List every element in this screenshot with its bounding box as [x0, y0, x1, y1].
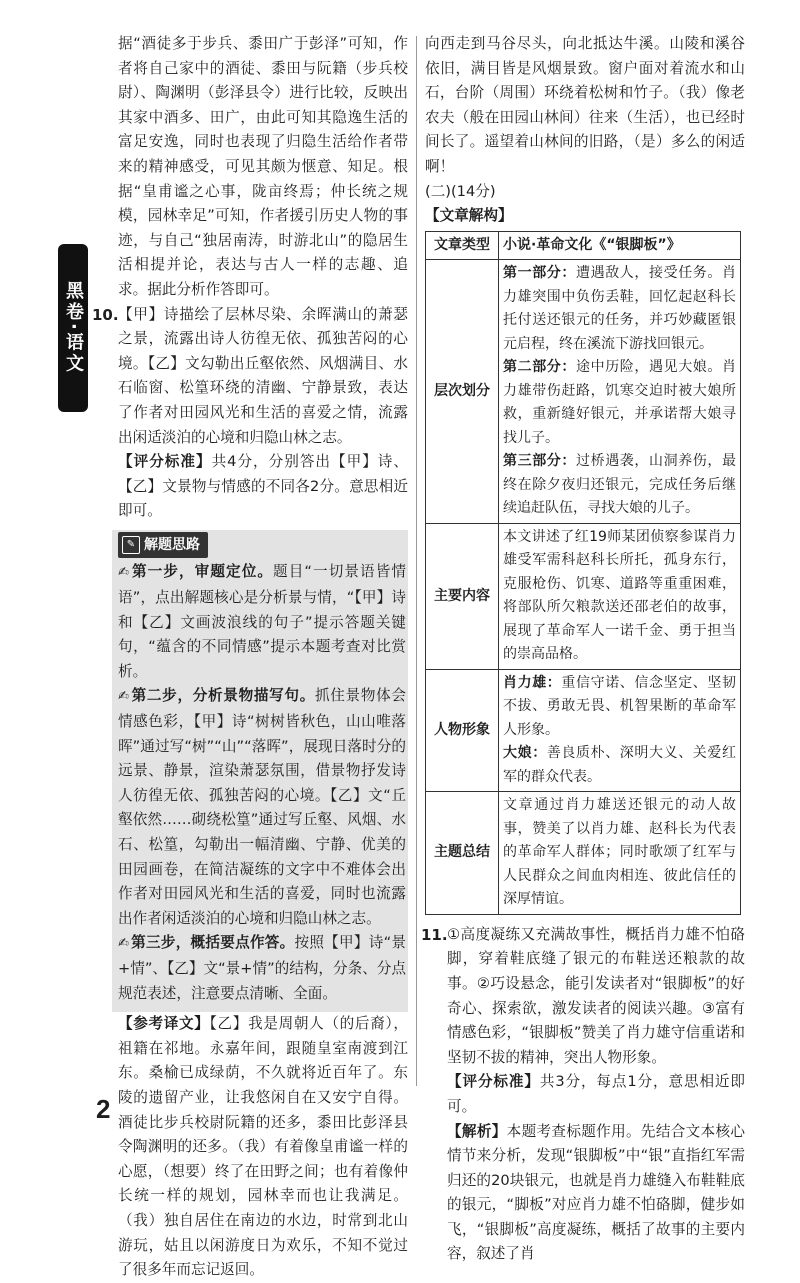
step-2	[118, 684, 406, 931]
reference-translation-text: 【乙】我是周朝人（的后裔），祖籍在祁地。永嘉年间，跟随皇室南渡到江东。桑榆已成绿荫，不久就将近百年了。东陵的遗留产业，让我悠闲自在又安宁自得。酒徒比步兵校尉阮籍的还多，黍田比彭泽县令陶渊明的还多。（我）有着像皇甫谧一样的心愿，（想要）终了在田野之间；也有着像仲长统一样的规划，园林幸而也让我满足。（我）独自居住在南边的水边，时常到北山游玩，姑且以闲游度日为欢乐，不知不觉过了很多年而忘记返回。	[118, 1015, 408, 1279]
part-2: 第二部分：途中历险，遇见大娘。肖力雄带伤赶路，饥寒交迫时被大娘所救，重新缝好银元，并承诺帮大娘寻找儿子。	[503, 359, 736, 446]
right-column	[421, 32, 745, 1267]
q10-number: 10.	[92, 305, 119, 324]
step-2-text: 抓住景物体会情感色彩，【甲】诗“树树皆秋色，山山唯落晖”通过写“树”“山”“落晖”，展现日落时分的远景、静景，渲染萧瑟氛围，借景物抒发诗人彷徨无依、孤独苦闷的心境。【乙】文“丘壑依然……砌绕松篁”通过写丘壑、风烟、水石、松篁，勾勒出一幅清幽、宁静、优美的田园画卷，在简洁凝练的文字中不难体会出作者对田园风光和生活的喜爱，同时也流露出作者闲适淡泊的心境和归隐山林之志。	[118, 687, 406, 927]
character-label: 人物形象	[426, 669, 499, 792]
step-1-text: 题目“一切景语皆情语”，点出解题核心是分析景与情，“【甲】诗和【乙】文画波浪线的句子”提示答题关键句，“蕴含的不同情感”提示本题考查对比赏析。	[118, 563, 406, 680]
step-1	[118, 560, 406, 684]
reference-translation	[96, 1012, 408, 1283]
q11-scoring: 【评分标准】共3分，每点1分，意思相近即可。	[447, 1073, 745, 1115]
article-type-label: 文章类型	[426, 231, 499, 260]
main-content-cell: 本文讲述了红19师某团侦察参谋肖力雄受军需科赵科长所托，孤身东行，克服枪伤、饥寒、道路等重重困难，将部队所欠粮款送还邵老伯的故事，展现了革命军人一诺千金、勇于担当的崇高品格。	[499, 523, 741, 669]
table-row	[426, 523, 741, 669]
step-1-head: 第一步，审题定位。	[131, 563, 274, 581]
q11-number: 11.	[421, 925, 448, 944]
part-1: 第一部分：遭遇敌人，接受任务。肖力雄突围中负伤丢鞋，回忆起赵科长托付送还银元的任务，并巧妙藏匿银元启程，终在溪流下游找回银元。	[503, 265, 736, 352]
page-number: 2	[96, 1094, 111, 1124]
article-structure-table	[425, 231, 741, 915]
reference-translation-label: 【参考译文】	[118, 1015, 210, 1033]
section-heading: (二)(14分)	[425, 182, 496, 200]
theme-label: 主题总结	[426, 792, 499, 915]
column-divider	[416, 36, 417, 1086]
character-2: 大娘：善良质朴、深明大义、关爱红军的群众代表。	[503, 745, 737, 785]
q10-text: 【甲】诗描绘了层林尽染、余晖满山的萧瑟之景，流露出诗人彷徨无依、孤独苦闷的心境。【乙】文勾勒出丘壑依然、风烟满目、水石临窗、松篁环绕的清幽、宁静景致，表达了作者对田园风光和生活的喜爱之情，流露出闲适淡泊的心境和归隐山林之志。	[118, 305, 408, 446]
notepad-icon: ✎	[122, 536, 140, 554]
solution-steps-box	[112, 530, 408, 1012]
q10-scoring-text: 共4分，分别答出【甲】诗、【乙】文景物与情感的不同各2分。意思相近即可。	[118, 453, 408, 520]
translation-continuation: 向西走到马谷尽头，向北抵达牛溪。山陵和溪谷依旧，满目皆是风烟景致。窗户面对着流水和山石，台阶（周围）环绕着松树和竹子。（我）像老农夫（般在田园山林间）往来（生活），也已经时间长了。遥望着山林间的旧路，（是）多么的闲适啊！	[425, 35, 745, 175]
article-type-value: 小说·革命文化《“银脚板”》	[499, 231, 741, 260]
levels-label: 层次划分	[426, 260, 499, 524]
theme-cell: 文章通过肖力雄送还银元的动人故事，赞美了以肖力雄、赵科长为代表的革命军人群体；同时歌颂了红军与人民群众之间血肉相连、彼此信任的深厚情谊。	[499, 792, 741, 915]
table-row	[426, 792, 741, 915]
step-3	[118, 931, 406, 1006]
left-column	[92, 32, 408, 1283]
table-row	[426, 669, 741, 792]
levels-cell	[499, 260, 741, 524]
q10-answer	[92, 303, 408, 524]
q11-text: ①高度凝练又充满故事性，概括肖力雄不怕硌脚，穿着鞋底缝了银元的布鞋送还粮款的故事。②巧设悬念，能引发读者对“银脚板”的好奇心、探索欲，激发读者的阅读兴趣。③富有情感色彩，“银脚板”赞美了肖力雄守信重诺和坚韧不拔的精神，突出人物形象。	[447, 925, 745, 1066]
table-row	[426, 231, 741, 260]
q10-scoring	[118, 450, 408, 524]
pen-icon: ✍	[118, 565, 130, 581]
pen-icon: ✍	[118, 936, 130, 952]
q11-analysis: 【解析】本题考查标题作用。先结合文本核心情节来分析，发现“银脚板”中“银”直指红军需归还的20块银元，也就是肖力雄缝入布鞋鞋底的银元，“脚板”对应肖力雄不怕硌脚，健步如飞，“银脚板”高度凝练，概括了故事的主要内容，叙述了肖	[447, 1122, 745, 1263]
q10-scoring-label: 【评分标准】	[118, 453, 212, 471]
part-3: 第三部分：过桥遇袭，山洞养伤，最终在除夕夜归还银元，完成任务后继续追赶队伍，寻找大娘的儿子。	[503, 453, 736, 517]
solution-steps-label: 解题思路	[144, 536, 200, 553]
q11-answer	[421, 923, 745, 1267]
main-content-label: 主要内容	[426, 523, 499, 669]
structure-label: 【文章解构】	[425, 207, 513, 225]
q9-continuation: 据“酒徒多于步兵、黍田广于彭泽”可知，作者将自己家中的酒徒、黍田与阮籍（步兵校尉）、陶渊明（彭泽县令）进行比较，反映出其家中酒多、田广，由此可知其隐逸生活的富足安逸，同时也表现了归隐生活给作者带来的精神感受，可见其颇为惬意、知足。根据“皇甫谧之心事，陇亩终焉；仲长统之规模，园林幸足”可知，作者援引历史人物的事迹，与自己“独居南涛，时游北山”的隐居生活相提并论，表达与古人一样的志趣、追求。据此分析作答即可。	[118, 35, 408, 298]
step-3-text: 按照【甲】诗“景+情”、【乙】文“景+情”的结构，分条、分点规范表述，注意要点清晰、全面。	[118, 934, 406, 1002]
pen-icon: ✍	[118, 689, 130, 705]
step-2-head: 第二步，分析景物描写句。	[131, 687, 315, 705]
table-row	[426, 260, 741, 524]
character-cell	[499, 669, 741, 792]
character-1: 肖力雄：重信守诺、信念坚定、坚韧不拔、勇敢无畏、机智果断的革命军人形象。	[503, 674, 737, 738]
step-3-head: 第三步，概括要点作答。	[131, 934, 295, 952]
side-tab: 黑卷·语文	[58, 244, 88, 412]
solution-steps-title	[118, 532, 208, 559]
